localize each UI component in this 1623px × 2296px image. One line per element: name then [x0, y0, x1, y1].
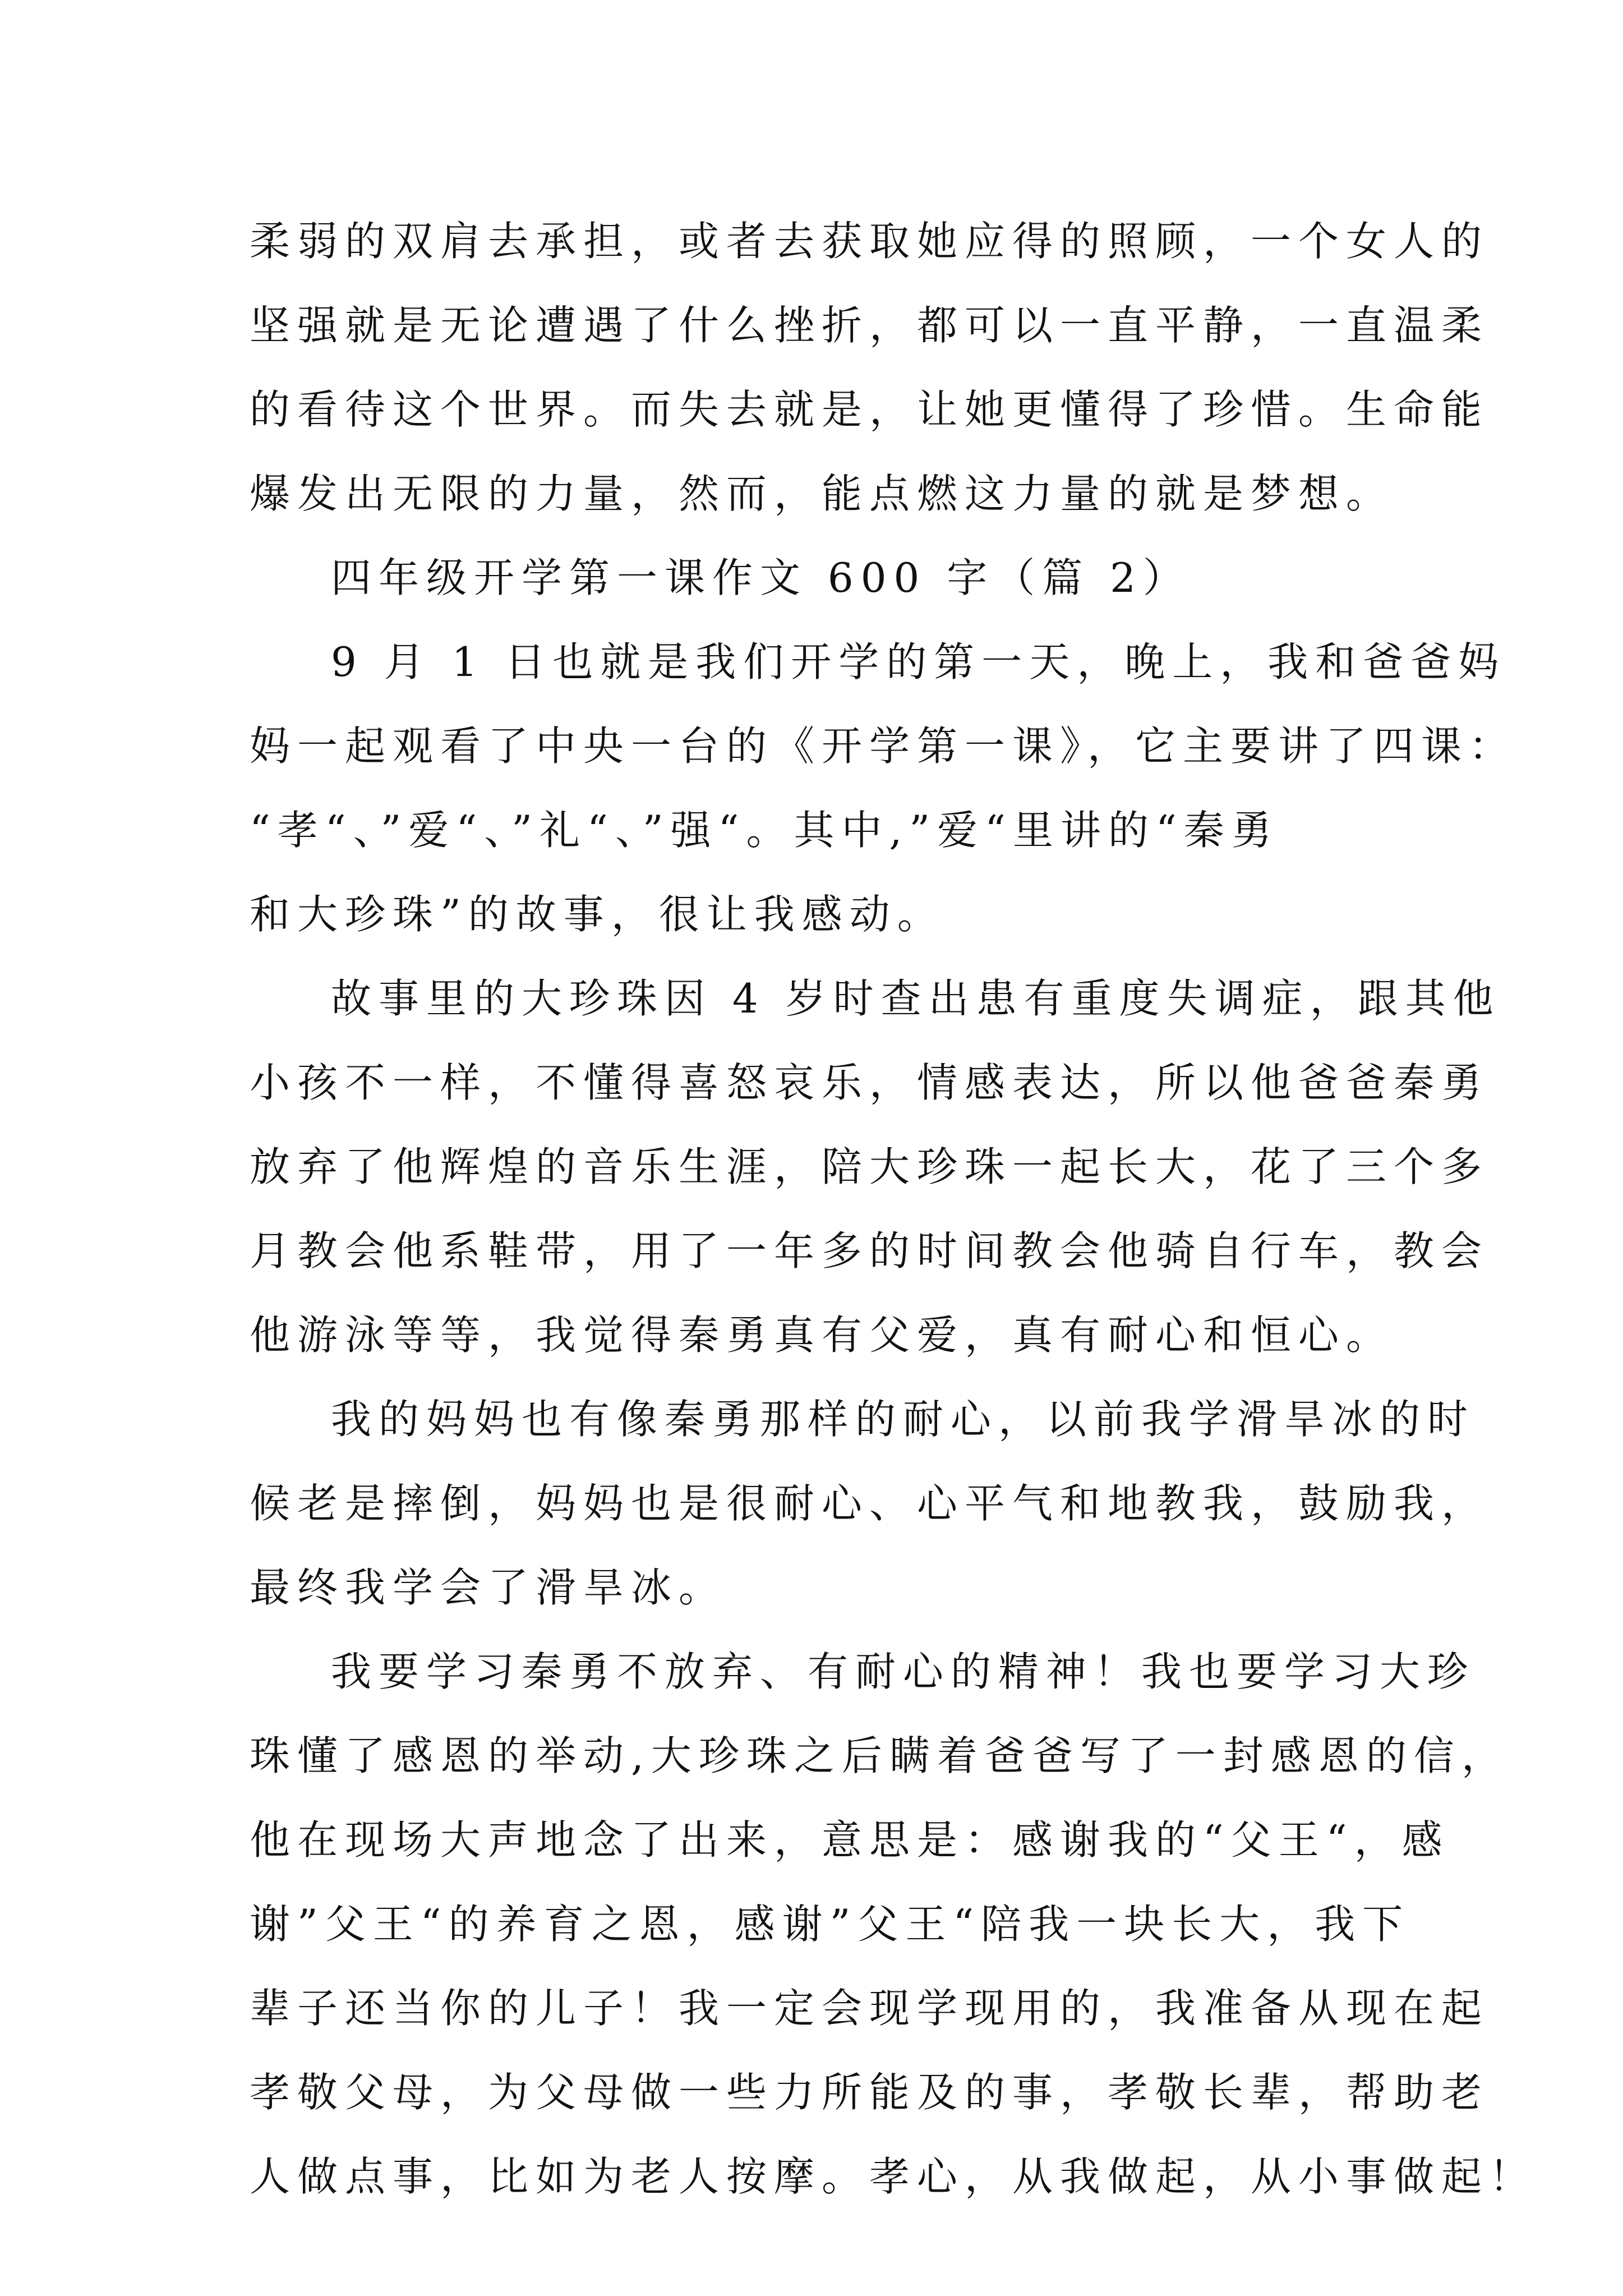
text-line: 柔弱的双肩去承担，或者去获取她应得的照顾，一个女人的	[250, 218, 1490, 265]
text-line: 9 月 1 日也就是我们开学的第一天，晚上，我和爸爸妈	[331, 638, 1506, 685]
text-line: 的看待这个世界。而失去就是，让她更懂得了珍惜。生命能	[250, 386, 1490, 433]
text-line: 坚强就是无论遭遇了什么挫折，都可以一直平静，一直温柔	[250, 302, 1490, 349]
text-line: 候老是摔倒，妈妈也是很耐心、心平气和地教我，鼓励我，	[250, 1480, 1490, 1527]
text-line: 小孩不一样，不懂得喜怒哀乐，情感表达，所以他爸爸秦勇	[250, 1059, 1490, 1106]
text-line: 他在现场大声地念了出来，意思是：感谢我的“父王“，感	[250, 1816, 1450, 1864]
text-line: 人做点事，比如为老人按摩。孝心，从我做起，从小事做起！	[250, 2153, 1537, 2200]
text-line: 谢”父王“的养育之恩，感谢”父王“陪我一块长大，我下	[250, 1901, 1410, 1948]
text-line: 辈子还当你的儿子！我一定会现学现用的，我准备从现在起	[250, 1985, 1490, 2032]
text-line: 我的妈妈也有像秦勇那样的耐心，以前我学滑旱冰的时	[331, 1396, 1476, 1443]
text-line: 珠懂了感恩的举动,大珍珠之后瞒着爸爸写了一封感恩的信，	[250, 1732, 1509, 1779]
text-line: 爆发出无限的力量，然而，能点燃这力量的就是梦想。	[250, 470, 1394, 517]
text-line: 月教会他系鞋带，用了一年多的时间教会他骑自行车，教会	[250, 1227, 1490, 1274]
text-line: 放弃了他辉煌的音乐生涯，陪大珍珠一起长大，花了三个多	[250, 1143, 1490, 1190]
text-line: 最终我学会了滑旱冰。	[250, 1564, 727, 1611]
text-line: 和大珍珠”的故事，很让我感动。	[250, 891, 945, 938]
text-line: 妈一起观看了中央一台的《开学第一课》，它主要讲了四课：	[250, 723, 1517, 770]
text-line: 他游泳等等，我觉得秦勇真有父爱，真有耐心和恒心。	[250, 1312, 1394, 1359]
text-line: 故事里的大珍珠因 4 岁时查出患有重度失调症，跟其他	[331, 975, 1501, 1022]
text-line: “孝“、”爱“、”礼“、”强“。其中,”爱“里讲的“秦勇	[250, 807, 1279, 854]
text-line: 我要学习秦勇不放弃、有耐心的精神！我也要学习大珍	[331, 1648, 1476, 1695]
text-line: 孝敬父母，为父母做一些力所能及的事，孝敬长辈，帮助老	[250, 2069, 1490, 2116]
section-heading: 四年级开学第一课作文 600 字（篇 2）	[331, 554, 1191, 601]
